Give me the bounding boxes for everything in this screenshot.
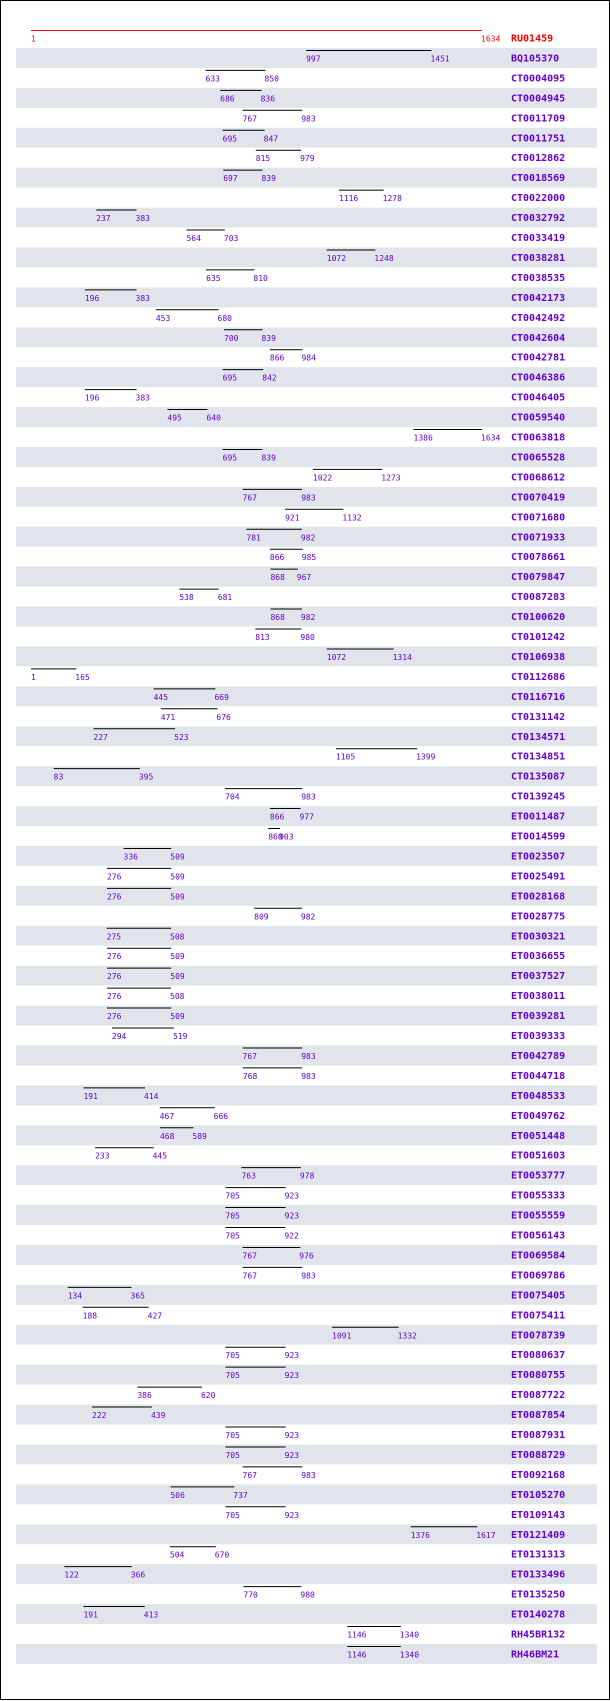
- start-label: 767: [242, 1470, 258, 1480]
- sequence-name: ET0044718: [511, 1070, 566, 1082]
- row-stripe: [16, 327, 597, 347]
- end-label: 983: [301, 1470, 316, 1480]
- alignment-chart: [1, 1, 610, 1701]
- end-label: 847: [263, 134, 279, 144]
- row-stripe: [16, 1444, 597, 1464]
- end-label: 1314: [392, 652, 412, 662]
- end-label: 842: [262, 373, 277, 383]
- start-label: 386: [137, 1391, 152, 1401]
- sequence-name: CT0046405: [511, 392, 566, 404]
- sequence-name: ET0049762: [511, 1110, 566, 1122]
- sequence-name: ET0028168: [511, 891, 566, 903]
- sequence-name: CT0012862: [511, 153, 566, 165]
- end-label: 1340: [399, 1650, 420, 1660]
- end-label: 366: [130, 1570, 146, 1580]
- end-label: 1278: [382, 194, 402, 204]
- sequence-name: CT0004945: [511, 93, 566, 105]
- sequence-name: RH45BR132: [511, 1629, 566, 1641]
- sequence-name: CT0139245: [511, 791, 566, 803]
- end-label: 383: [135, 393, 150, 403]
- start-label: 122: [64, 1570, 79, 1580]
- start-label: 294: [111, 1032, 127, 1041]
- end-label: 923: [284, 1450, 300, 1460]
- sequence-name: CT0033419: [511, 233, 566, 244]
- sequence-name: ET0105270: [511, 1489, 566, 1501]
- sequence-name: CT0038535: [511, 272, 566, 284]
- row-stripe: [16, 1365, 597, 1385]
- sequence-name: ET0078739: [511, 1330, 566, 1342]
- row-stripe: [16, 1524, 597, 1544]
- end-label: 836: [260, 94, 276, 104]
- start-label: 276: [106, 992, 122, 1002]
- sequence-name: ET0121409: [511, 1529, 566, 1541]
- start-label: 705: [225, 1371, 240, 1381]
- row-stripe: [16, 1564, 597, 1584]
- start-label: 276: [106, 892, 122, 902]
- start-label: 705: [225, 1510, 240, 1520]
- end-label: 509: [170, 852, 185, 862]
- end-label: 676: [216, 712, 231, 722]
- sequence-name: CT0038281: [511, 252, 566, 264]
- start-label: 276: [106, 952, 122, 962]
- end-label: 967: [296, 573, 312, 583]
- end-label: 982: [300, 613, 316, 623]
- end-label: 165: [75, 672, 90, 682]
- end-label: 923: [284, 1191, 300, 1201]
- sequence-name: CT0018569: [511, 173, 566, 185]
- sequence-name: CT0046386: [511, 372, 566, 384]
- sequence-name: ET0042789: [511, 1050, 566, 1062]
- end-label: 395: [138, 772, 154, 782]
- row-stripe: [16, 846, 597, 866]
- row-stripe: [16, 646, 597, 666]
- sequence-name: ET0039333: [511, 1031, 566, 1042]
- sequence-name: ET0051603: [511, 1150, 566, 1162]
- row-stripe: [16, 247, 597, 267]
- row-stripe: [16, 88, 597, 108]
- end-label: 839: [261, 333, 276, 343]
- start-label: 1091: [332, 1331, 352, 1341]
- end-label: 666: [213, 1111, 229, 1121]
- end-label: 640: [206, 413, 221, 423]
- start-label: 704: [225, 792, 240, 802]
- start-label: 233: [95, 1151, 110, 1161]
- reference-start-label: 1: [31, 34, 36, 44]
- sequence-name: ET0069584: [511, 1250, 566, 1262]
- end-label: 1332: [397, 1331, 417, 1341]
- row-stripe: [16, 367, 597, 387]
- end-label: 445: [152, 1151, 168, 1161]
- start-label: 768: [242, 1071, 258, 1081]
- sequence-name: ET0133496: [511, 1569, 566, 1581]
- end-label: 983: [301, 1071, 316, 1081]
- row-stripe: [16, 1644, 597, 1664]
- start-label: 781: [246, 533, 261, 543]
- sequence-name: BQ105370: [511, 53, 560, 65]
- sequence-name: ET0051448: [511, 1130, 566, 1142]
- start-label: 276: [106, 1012, 122, 1022]
- start-label: 191: [83, 1091, 98, 1101]
- start-label: 445: [153, 692, 169, 702]
- start-label: 705: [225, 1351, 240, 1361]
- sequence-name: ET0030321: [511, 931, 566, 943]
- end-label: 737: [233, 1490, 248, 1500]
- start-label: 1376: [410, 1530, 431, 1540]
- start-label: 1386: [413, 433, 433, 443]
- row-stripe: [16, 926, 597, 946]
- sequence-name: ET0039281: [511, 1011, 566, 1023]
- start-label: 495: [167, 413, 182, 423]
- start-label: 705: [225, 1191, 240, 1201]
- start-label: 506: [170, 1490, 185, 1500]
- start-label: 1022: [312, 473, 333, 483]
- end-label: 903: [279, 832, 294, 842]
- start-label: 1072: [326, 253, 347, 263]
- start-label: 997: [306, 54, 321, 64]
- sequence-name: ET0025491: [511, 871, 566, 883]
- sequence-name: ET0088729: [511, 1449, 566, 1461]
- row-stripe: [16, 447, 597, 467]
- sequence-name: CT0134851: [511, 751, 566, 763]
- end-label: 985: [301, 553, 317, 563]
- end-label: 508: [170, 992, 185, 1002]
- start-label: 860: [268, 832, 283, 842]
- end-label: 703: [223, 234, 239, 243]
- end-label: 850: [264, 74, 279, 84]
- sequence-name: ET0011487: [511, 811, 566, 823]
- start-label: 767: [242, 1251, 258, 1261]
- end-label: 982: [300, 533, 316, 543]
- end-label: 523: [174, 732, 189, 742]
- start-label: 767: [242, 493, 258, 503]
- end-label: 1399: [416, 752, 436, 762]
- sequence-name: CT0065528: [511, 452, 566, 464]
- row-stripe: [16, 1205, 597, 1225]
- sequence-name: ET0036655: [511, 951, 566, 963]
- end-label: 427: [147, 1311, 163, 1321]
- start-label: 196: [84, 293, 100, 303]
- row-stripe: [16, 686, 597, 706]
- start-label: 467: [159, 1111, 175, 1121]
- start-label: 276: [106, 972, 122, 982]
- sequence-name: CT0011751: [511, 133, 566, 145]
- start-label: 705: [225, 1431, 240, 1440]
- sequence-name: ET0048533: [511, 1090, 566, 1102]
- sequence-name: ET0069786: [511, 1270, 566, 1282]
- end-label: 1248: [374, 253, 394, 263]
- sequence-name: ET0087854: [511, 1410, 566, 1422]
- sequence-name: CT0068612: [511, 472, 566, 484]
- start-label: 866: [269, 553, 285, 563]
- end-label: 589: [192, 1131, 207, 1141]
- row-stripe: [16, 1604, 597, 1624]
- sequence-name: CT0078661: [511, 552, 566, 564]
- end-label: 669: [214, 692, 229, 702]
- end-label: 983: [301, 114, 316, 124]
- end-label: 923: [284, 1351, 300, 1361]
- end-label: 923: [284, 1431, 300, 1440]
- start-label: 815: [255, 154, 271, 164]
- start-label: 633: [205, 74, 220, 84]
- sequence-name: CT0004095: [511, 73, 566, 85]
- reference-name: RU01459: [511, 33, 554, 45]
- start-label: 763: [241, 1171, 256, 1181]
- end-label: 983: [301, 792, 316, 802]
- end-label: 365: [130, 1291, 145, 1301]
- sequence-name: ET0055559: [511, 1210, 566, 1222]
- sequence-name: CT0011709: [511, 113, 566, 125]
- start-label: 767: [242, 114, 258, 124]
- start-label: 336: [123, 852, 138, 862]
- end-label: 983: [301, 1271, 316, 1281]
- sequence-name: ET0092168: [511, 1469, 566, 1481]
- sequence-name: CT0116716: [511, 691, 566, 703]
- start-label: 1146: [347, 1630, 367, 1640]
- sequence-name: CT0071933: [511, 532, 566, 544]
- start-label: 695: [222, 373, 238, 383]
- start-label: 770: [243, 1590, 258, 1600]
- end-label: 414: [144, 1091, 159, 1101]
- sequence-name: CT0131142: [511, 711, 566, 723]
- row-stripe: [16, 168, 597, 188]
- end-label: 978: [299, 1171, 315, 1181]
- sequence-name: ET0075411: [511, 1310, 566, 1322]
- sequence-name: ET0080637: [511, 1350, 566, 1362]
- start-label: 695: [222, 134, 238, 144]
- end-label: 810: [253, 273, 268, 283]
- end-label: 439: [150, 1411, 166, 1421]
- end-label: 1273: [381, 473, 401, 483]
- start-label: 866: [269, 812, 285, 822]
- sequence-name: ET0056143: [511, 1230, 566, 1242]
- end-label: 984: [301, 353, 316, 363]
- end-label: 509: [170, 952, 185, 962]
- start-label: 705: [225, 1211, 240, 1221]
- end-label: 983: [301, 1051, 316, 1061]
- sequence-name: CT0042173: [511, 292, 566, 304]
- sequence-name: ET0131313: [511, 1549, 566, 1561]
- row-stripe: [16, 886, 597, 906]
- end-label: 508: [170, 932, 185, 942]
- end-label: 509: [170, 972, 185, 982]
- end-label: 1634: [481, 433, 501, 443]
- end-label: 976: [299, 1251, 314, 1261]
- start-label: 196: [84, 393, 100, 403]
- start-label: 705: [225, 1450, 240, 1460]
- start-label: 700: [224, 333, 239, 343]
- sequence-name: CT0032792: [511, 213, 566, 225]
- start-label: 191: [83, 1610, 98, 1620]
- start-label: 188: [82, 1311, 98, 1321]
- end-label: 982: [300, 912, 316, 922]
- end-label: 1340: [399, 1630, 420, 1640]
- row-stripe: [16, 766, 597, 786]
- row-stripe: [16, 966, 597, 986]
- start-label: 471: [160, 712, 176, 722]
- start-label: 1116: [338, 194, 359, 204]
- start-label: 809: [254, 912, 269, 922]
- row-stripe: [16, 407, 597, 427]
- start-label: 564: [186, 234, 201, 243]
- sequence-name: CT0106938: [511, 651, 566, 663]
- start-label: 453: [155, 313, 171, 323]
- start-label: 868: [270, 613, 285, 623]
- start-label: 866: [269, 353, 285, 363]
- start-label: 1105: [335, 752, 356, 762]
- end-label: 620: [200, 1391, 216, 1401]
- end-label: 383: [135, 293, 150, 303]
- start-label: 767: [242, 1271, 258, 1281]
- start-label: 83: [53, 772, 64, 782]
- sequence-name: CT0134571: [511, 731, 566, 743]
- sequence-name: ET0080755: [511, 1370, 566, 1382]
- start-label: 635: [206, 273, 221, 283]
- sequence-name: CT0022000: [511, 193, 566, 205]
- end-label: 383: [135, 214, 150, 224]
- sequence-name: CT0042492: [511, 312, 566, 324]
- start-label: 921: [285, 513, 300, 523]
- sequence-name: ET0087722: [511, 1390, 566, 1402]
- start-label: 1072: [326, 652, 347, 662]
- sequence-name: CT0059540: [511, 412, 566, 424]
- end-label: 923: [284, 1211, 300, 1221]
- sequence-name: CT0042781: [511, 352, 566, 364]
- row-stripe: [16, 1285, 597, 1305]
- start-label: 504: [169, 1550, 185, 1560]
- end-label: 980: [300, 633, 315, 642]
- row-stripe: [16, 1125, 597, 1145]
- start-label: 538: [179, 593, 194, 603]
- end-label: 922: [284, 1231, 299, 1241]
- start-label: 227: [93, 732, 108, 742]
- row-stripe: [16, 128, 597, 148]
- end-label: 670: [214, 1550, 230, 1560]
- start-label: 275: [106, 932, 122, 942]
- sequence-name: CT0071680: [511, 512, 566, 524]
- sequence-name: CT0042604: [511, 332, 566, 344]
- end-label: 839: [261, 174, 276, 184]
- sequence-name: ET0014599: [511, 831, 566, 843]
- end-label: 509: [170, 1012, 185, 1022]
- end-label: 1132: [342, 513, 362, 523]
- start-label: 1: [31, 672, 36, 682]
- start-label: 686: [220, 94, 235, 104]
- start-label: 695: [222, 453, 238, 463]
- sequence-name: CT0087283: [511, 592, 566, 604]
- end-label: 413: [143, 1610, 159, 1620]
- sequence-name: ET0109143: [511, 1509, 566, 1521]
- sequence-name: ET0135250: [511, 1589, 566, 1601]
- start-label: 697: [223, 174, 238, 184]
- row-stripe: [16, 287, 597, 307]
- sequence-name: ET0087931: [511, 1430, 566, 1441]
- sequence-name: CT0070419: [511, 492, 566, 504]
- end-label: 519: [173, 1032, 188, 1041]
- end-label: 979: [300, 154, 315, 164]
- sequence-name: ET0053777: [511, 1170, 566, 1182]
- start-label: 813: [255, 633, 270, 642]
- sequence-name: CT0100620: [511, 612, 566, 624]
- start-label: 868: [270, 573, 285, 583]
- sequence-name: CT0101242: [511, 632, 566, 643]
- row-stripe: [16, 1006, 597, 1026]
- start-label: 468: [159, 1131, 175, 1141]
- end-label: 923: [284, 1371, 300, 1381]
- reference-end-label: 1634: [481, 34, 501, 44]
- end-label: 509: [170, 872, 185, 882]
- end-label: 839: [261, 453, 276, 463]
- end-label: 923: [284, 1510, 300, 1520]
- sequence-name: ET0028775: [511, 911, 566, 923]
- end-label: 980: [300, 1590, 315, 1600]
- start-label: 222: [92, 1411, 107, 1421]
- sequence-name: ET0140278: [511, 1609, 566, 1621]
- sequence-name: ET0075405: [511, 1290, 566, 1302]
- end-label: 1451: [430, 54, 450, 64]
- end-label: 681: [217, 593, 233, 603]
- start-label: 134: [67, 1291, 83, 1301]
- row-stripe: [16, 1325, 597, 1345]
- end-label: 680: [217, 313, 232, 323]
- start-label: 237: [96, 214, 111, 224]
- row-stripe: [16, 1484, 597, 1504]
- sequence-name: ET0038011: [511, 991, 566, 1003]
- sequence-name: CT0135087: [511, 771, 566, 783]
- sequence-name: CT0079847: [511, 572, 566, 584]
- row-stripe: [16, 1085, 597, 1105]
- sequence-name: ET0037527: [511, 971, 566, 983]
- sequence-name: CT0112686: [511, 671, 566, 683]
- start-label: 705: [225, 1231, 240, 1241]
- end-label: 509: [170, 892, 185, 902]
- sequence-name: CT0063818: [511, 432, 566, 444]
- sequence-name: ET0055333: [511, 1190, 566, 1202]
- end-label: 1617: [476, 1530, 496, 1540]
- start-label: 276: [106, 872, 122, 882]
- end-label: 983: [301, 493, 316, 503]
- start-label: 1146: [347, 1650, 367, 1660]
- end-label: 977: [299, 812, 315, 822]
- start-label: 767: [242, 1051, 258, 1061]
- sequence-name: ET0023507: [511, 851, 566, 863]
- sequence-name: RH46BM21: [511, 1649, 560, 1661]
